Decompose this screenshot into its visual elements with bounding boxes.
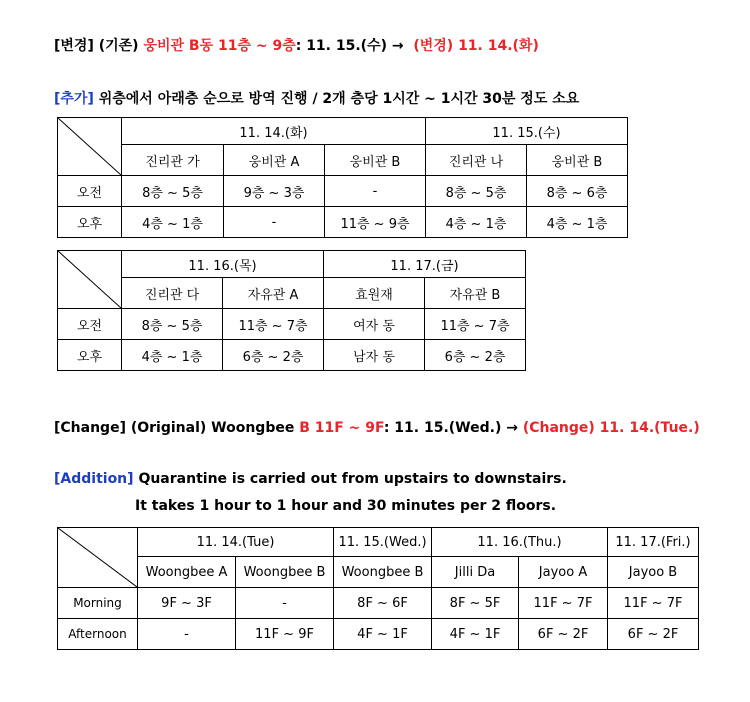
table-cell: 4층 ~ 1층 [527,207,628,238]
table-cell: 4층 ~ 1층 [426,207,527,238]
diagonal-line [58,251,121,308]
table3-date-header: 11. 16.(Thu.) [432,528,608,557]
table-cell: 11층 ~ 7층 [223,309,324,340]
english-addition-line-2 [135,498,556,514]
table-row [58,619,699,650]
english-change-prefix: [Change] (Original) Woongbee [54,420,295,436]
korean-addition-text: 위층에서 아래층 순으로 방역 진행 / 2개 층당 1시간 ~ 1시간 30분 정도 소요 [98,91,580,107]
table-cell: 11F ~ 7F [519,588,608,619]
table-row [58,309,526,340]
table-cell: 11층 ~ 7층 [425,309,526,340]
table3-date-header: 11. 15.(Wed.) [334,528,432,557]
english-change-middle: : 11. 15.(Wed.) → [383,420,518,436]
table3-date-header: 11. 17.(Fri.) [608,528,699,557]
row-label: 오전 [58,176,122,207]
table1-corner-cell [58,118,122,176]
row-label: Afternoon [58,619,138,650]
english-change-original: B 11F ~ 9F [299,420,384,436]
table-cell: 여자 동 [324,309,425,340]
table-cell: 8층 ~ 5층 [122,309,223,340]
korean-schedule-table-2 [57,250,526,371]
table-cell: 11F ~ 9F [236,619,334,650]
table2-date-header: 11. 17.(금) [324,251,526,278]
table-cell: 6F ~ 2F [608,619,699,650]
english-addition-line [54,471,567,487]
table3-corner-cell [58,528,138,588]
table-cell: 남자 동 [324,340,425,371]
table-cell: 9F ~ 3F [138,588,236,619]
table-cell: 6F ~ 2F [519,619,608,650]
korean-schedule-table-1 [57,117,628,238]
table3-building-header: Woongbee B [334,557,432,588]
table1-building-header: 진리관 나 [426,145,527,176]
table-cell: 6층 ~ 2층 [425,340,526,371]
korean-change-middle: : 11. 15.(수) → [295,38,404,54]
row-label: 오후 [58,207,122,238]
korean-change-original: 웅비관 B동 11층 ~ 9층 [143,38,296,54]
diagonal-line [58,528,137,587]
korean-addition-tag: [추가] [54,91,94,107]
table-cell: 4F ~ 1F [432,619,519,650]
english-schedule-table [57,527,699,650]
table-row [58,340,526,371]
table3-building-header: Jayoo A [519,557,608,588]
table-cell: 8층 ~ 5층 [122,176,224,207]
table1-building-header: 웅비관 B [325,145,426,176]
table-row [58,207,628,238]
table2-building-header: 진리관 다 [122,278,223,309]
table-cell: 11층 ~ 9층 [325,207,426,238]
row-label: Morning [58,588,138,619]
table-cell: 8F ~ 5F [432,588,519,619]
table3-building-header: Jilli Da [432,557,519,588]
table3-date-header: 11. 14.(Tue) [138,528,334,557]
english-addition-text-1: Quarantine is carried out from upstairs to downstairs. [138,471,567,487]
table-cell: 6층 ~ 2층 [223,340,324,371]
diagonal-line [58,118,121,175]
table-cell: - [236,588,334,619]
korean-change-line [54,35,539,55]
table-cell: - [224,207,325,238]
english-addition-tag: [Addition] [54,471,134,487]
table3-building-header: Woongbee A [138,557,236,588]
table2-building-header: 자유관 B [425,278,526,309]
table1-date-header: 11. 14.(화) [122,118,426,145]
table1-building-header: 진리관 가 [122,145,224,176]
table1-building-header: 웅비관 B [527,145,628,176]
table-cell: 9층 ~ 3층 [224,176,325,207]
table-cell: - [138,619,236,650]
table-cell: 11F ~ 7F [608,588,699,619]
table-cell: 4층 ~ 1층 [122,340,223,371]
korean-addition-line [54,88,579,108]
table-cell: 8F ~ 6F [334,588,432,619]
table3-building-header: Woongbee B [236,557,334,588]
korean-change-new: (변경) 11. 14.(화) [413,38,539,54]
table2-date-header: 11. 16.(목) [122,251,324,278]
table2-building-header: 효원재 [324,278,425,309]
english-change-new: (Change) 11. 14.(Tue.) [522,420,700,436]
table-cell: 4층 ~ 1층 [122,207,224,238]
row-label: 오전 [58,309,122,340]
table2-building-header: 자유관 A [223,278,324,309]
table-row [58,588,699,619]
table-cell: 8층 ~ 6층 [527,176,628,207]
english-addition-text-2: It takes 1 hour to 1 hour and 30 minutes per 2 floors. [135,498,557,514]
korean-change-prefix: [변경] (기존) [54,38,139,54]
table2-corner-cell [58,251,122,309]
english-change-line [54,420,700,436]
table-cell: 4F ~ 1F [334,619,432,650]
table1-date-header: 11. 15.(수) [426,118,628,145]
row-label: 오후 [58,340,122,371]
table-cell: - [325,176,426,207]
table1-building-header: 웅비관 A [224,145,325,176]
table3-building-header: Jayoo B [608,557,699,588]
table-cell: 8층 ~ 5층 [426,176,527,207]
table-row [58,176,628,207]
